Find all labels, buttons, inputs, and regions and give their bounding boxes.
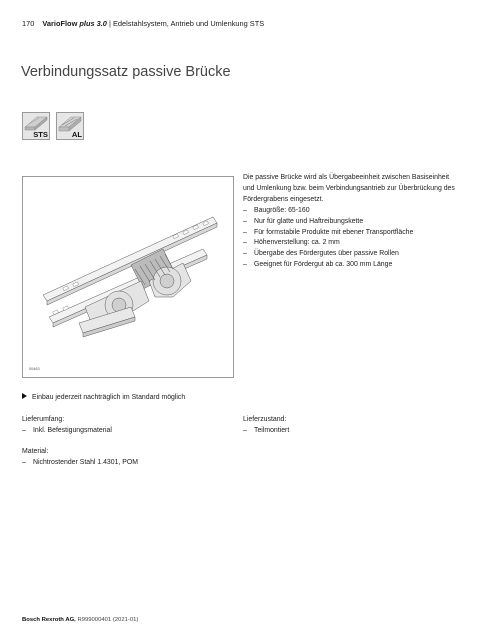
delivery-condition bbox=[243, 414, 289, 436]
badge-label: AL bbox=[71, 130, 82, 139]
feature-list bbox=[243, 206, 461, 271]
document-number: R999000401 (2021-01) bbox=[77, 617, 139, 623]
description-paragraph: Die passive Brücke wird als Übergabeeinheit zwischen Basiseinheit und Umlenkung bzw. beim Verbindungsantrieb zur Überbrückung des Fördergrabens eingesetzt. bbox=[243, 174, 455, 203]
passive-bridge-assembly-illustration bbox=[23, 177, 233, 377]
brand-suffix: plus 3.0 bbox=[79, 19, 107, 28]
note-text: Einbau jederzeit nachträglich im Standard möglich bbox=[32, 394, 186, 401]
list-item: – Für formstabile Produkte mit ebener Transportfläche bbox=[243, 228, 461, 239]
figure-code: 00463 bbox=[29, 367, 40, 371]
page-header bbox=[22, 19, 264, 28]
arrow-right-icon bbox=[22, 393, 27, 399]
badge-al bbox=[56, 112, 84, 140]
scope-label: Lieferumfang: bbox=[22, 416, 65, 423]
list-item: – Inkl. Befestigungsmaterial bbox=[22, 425, 112, 436]
list-item: – Übergabe des Fördergutes über passive Rollen bbox=[243, 249, 461, 260]
condition-label: Lieferzustand: bbox=[243, 416, 287, 423]
retrofit-note bbox=[22, 393, 185, 401]
list-item: – Nur für glatte und Haftreibungskette bbox=[243, 217, 461, 228]
brand-name: VarioFlow bbox=[42, 19, 78, 28]
product-figure bbox=[22, 176, 234, 378]
description bbox=[243, 173, 461, 271]
section-title: Edelstahlsystem, Antrieb und Umlenkung STS bbox=[112, 19, 265, 28]
list-item: – Baugröße: 65-160 bbox=[243, 206, 461, 217]
header-separator: | bbox=[108, 19, 111, 28]
company-name: Bosch Rexroth AG, bbox=[22, 617, 76, 623]
scope-of-delivery bbox=[22, 414, 112, 436]
list-item: – Nichtrostender Stahl 1.4301, POM bbox=[22, 457, 138, 468]
badge-label: STS bbox=[33, 130, 48, 139]
material-info bbox=[22, 446, 138, 468]
list-item: – Höhenverstellung: ca. 2 mm bbox=[243, 238, 461, 249]
page-footer bbox=[22, 617, 138, 623]
page-title: Verbindungssatz passive Brücke bbox=[21, 64, 231, 80]
list-item: – Teilmontiert bbox=[243, 425, 289, 436]
material-label: Material: bbox=[22, 448, 49, 455]
page-number: 170 bbox=[22, 19, 35, 28]
list-item: – Geeignet für Fördergut ab ca. 300 mm Länge bbox=[243, 260, 461, 271]
badge-sts bbox=[22, 112, 50, 140]
